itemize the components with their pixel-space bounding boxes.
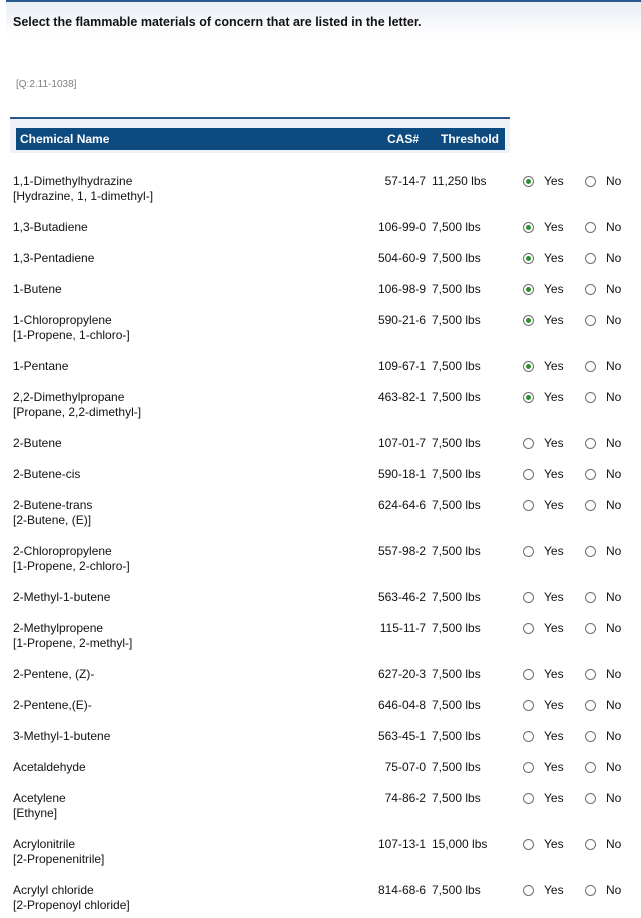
chemical-primary-name: 1-Pentane [13,359,69,373]
no-radio[interactable] [585,222,596,233]
cas-number: 75-07-0 [384,760,426,774]
yes-label[interactable]: Yes [544,436,564,450]
no-label[interactable]: No [606,282,622,296]
yes-radio[interactable] [523,253,534,264]
no-radio[interactable] [585,361,596,372]
chemical-name [13,282,62,297]
threshold-value: 7,500 lbs [432,760,481,774]
chemical-primary-name: 2-Methylpropene [13,621,104,635]
yes-label[interactable]: Yes [544,883,564,897]
yes-label[interactable]: Yes [544,498,564,512]
threshold-value: 15,000 lbs [432,837,488,851]
chemical-name [13,544,130,574]
no-radio[interactable] [585,500,596,511]
yes-label[interactable]: Yes [544,760,564,774]
threshold-value: 7,500 lbs [432,282,481,296]
no-label[interactable]: No [606,883,622,897]
cas-number: 57-14-7 [384,174,426,188]
cas-number: 563-45-1 [377,729,426,743]
chemical-primary-name: 2-Methyl-1-butene [13,590,111,604]
no-radio[interactable] [585,438,596,449]
no-radio[interactable] [585,253,596,264]
cas-number: 107-13-1 [377,837,426,851]
yes-label[interactable]: Yes [544,590,564,604]
chemical-name [13,760,86,775]
column-header-cas: CAS# [387,132,420,146]
cas-number: 115-11-7 [379,621,426,635]
no-radio[interactable] [585,700,596,711]
chemical-primary-name: 2-Butene-trans [13,498,93,512]
no-radio[interactable] [585,392,596,403]
no-radio[interactable] [585,315,596,326]
yes-label[interactable]: Yes [544,791,564,805]
threshold-value: 7,500 lbs [432,251,481,265]
chemical-name [13,251,94,266]
no-radio[interactable] [585,284,596,295]
yes-radio[interactable] [523,284,534,295]
chemical-name [13,436,62,451]
chemical-primary-name: Acrylonitrile [13,837,76,851]
chemical-name [13,390,141,420]
chemical-name [13,883,130,913]
table-header [16,128,505,150]
no-radio[interactable] [585,731,596,742]
yes-label[interactable]: Yes [544,837,564,851]
no-label[interactable]: No [606,621,622,635]
threshold-value: 7,500 lbs [432,883,481,897]
cas-number: 557-98-2 [377,544,426,558]
yes-label[interactable]: Yes [544,174,564,188]
yes-radio[interactable] [523,500,534,511]
no-label[interactable]: No [606,251,622,265]
column-header-chemical-name: Chemical Name [20,132,110,146]
threshold-value: 7,500 lbs [432,698,481,712]
no-label[interactable]: No [606,791,622,805]
yes-label[interactable]: Yes [544,359,564,373]
yes-radio[interactable] [523,469,534,480]
threshold-value: 7,500 lbs [432,220,481,234]
chemical-name [13,220,88,235]
threshold-value: 7,500 lbs [432,498,481,512]
cas-number: 463-82-1 [377,390,426,404]
cas-number: 646-04-8 [377,698,426,712]
no-radio[interactable] [585,839,596,850]
cas-number: 590-18-1 [377,467,426,481]
chemical-primary-name: 2-Butene [13,436,62,450]
no-radio[interactable] [585,623,596,634]
threshold-value: 7,500 lbs [432,729,481,743]
cas-number: 563-46-2 [377,590,426,604]
no-label[interactable]: No [606,313,622,327]
no-radio[interactable] [585,762,596,773]
yes-radio[interactable] [523,222,534,233]
yes-radio[interactable] [523,762,534,773]
chemical-name [13,791,66,821]
threshold-value: 7,500 lbs [432,544,481,558]
chemical-name [13,729,110,744]
chemical-name [13,590,110,605]
yes-radio[interactable] [523,623,534,634]
no-label[interactable]: No [606,498,622,512]
yes-label[interactable]: Yes [544,251,564,265]
chemical-primary-name: 2-Chloropropylene [13,544,112,558]
threshold-value: 7,500 lbs [432,436,481,450]
chemical-name [13,467,80,482]
no-radio[interactable] [585,176,596,187]
yes-radio[interactable] [523,592,534,603]
chemical-primary-name: 1-Butene [13,282,62,296]
chemical-primary-name: 1,1-Dimethylhydrazine [13,174,133,188]
cas-number: 590-21-6 [377,313,426,327]
yes-label[interactable]: Yes [544,698,564,712]
yes-radio[interactable] [523,438,534,449]
chemical-name [13,498,92,528]
no-label[interactable]: No [606,760,622,774]
cas-number: 106-98-9 [377,282,426,296]
chemical-name [13,667,94,682]
yes-radio[interactable] [523,315,534,326]
no-label[interactable]: No [606,220,622,234]
chemical-name [13,174,153,204]
chemical-primary-name: 1,3-Butadiene [13,220,88,234]
no-label[interactable]: No [606,544,622,558]
no-label[interactable]: No [606,467,622,481]
chemical-primary-name: 1-Chloropropylene [13,313,112,327]
chemical-alt-name: [2-Propenoyl chloride] [13,898,130,912]
threshold-value: 7,500 lbs [432,621,481,635]
column-header-threshold: Threshold [441,132,500,146]
yes-radio[interactable] [523,392,534,403]
cas-number: 627-20-3 [377,667,426,681]
yes-radio[interactable] [523,546,534,557]
yes-label[interactable]: Yes [544,467,564,481]
yes-radio[interactable] [523,700,534,711]
yes-radio[interactable] [523,361,534,372]
yes-radio[interactable] [523,793,534,804]
no-radio[interactable] [585,592,596,603]
yes-label[interactable]: Yes [544,220,564,234]
table-header-frame [10,117,510,153]
yes-label[interactable]: Yes [544,621,564,635]
chemical-name [13,837,104,867]
chemical-primary-name: 2-Butene-cis [13,467,81,481]
yes-label[interactable]: Yes [544,544,564,558]
chemical-alt-name: [2-Butene, (E)] [13,513,92,527]
threshold-value: 7,500 lbs [432,390,481,404]
cas-number: 74-86-2 [384,791,426,805]
threshold-value: 7,500 lbs [432,667,481,681]
chemical-alt-name: [Propane, 2,2-dimethyl-] [13,405,142,419]
no-label[interactable]: No [606,729,622,743]
threshold-value: 7,500 lbs [432,467,481,481]
cas-number: 107-01-7 [377,436,426,450]
no-label[interactable]: No [606,590,622,604]
cas-number: 814-68-6 [377,883,426,897]
question-id: [Q:2.11-1038] [16,79,77,90]
chemical-alt-name: [1-Propene, 1-chloro-] [13,328,130,342]
chemical-primary-name: Acetylene [13,791,66,805]
cas-number: 624-64-6 [377,498,426,512]
chemical-primary-name: Acetaldehyde [13,760,86,774]
chemical-alt-name: [Ethyne] [13,806,58,820]
yes-radio[interactable] [523,731,534,742]
threshold-value: 11,250 lbs [432,174,487,188]
yes-radio[interactable] [523,839,534,850]
chemical-primary-name: 2-Pentene,(E)- [13,698,92,712]
chemical-primary-name: 1,3-Pentadiene [13,251,95,265]
threshold-value: 7,500 lbs [432,791,481,805]
threshold-value: 7,500 lbs [432,359,481,373]
yes-radio[interactable] [523,885,534,896]
chemical-primary-name: Acrylyl chloride [13,883,94,897]
no-label[interactable]: No [606,436,622,450]
yes-radio[interactable] [523,669,534,680]
no-label[interactable]: No [606,174,622,188]
yes-label[interactable]: Yes [544,282,564,296]
no-label[interactable]: No [606,390,622,404]
chemical-primary-name: 2,2-Dimethylpropane [13,390,125,404]
chemical-primary-name: 3-Methyl-1-butene [13,729,111,743]
chemical-alt-name: [Hydrazine, 1, 1-dimethyl-] [13,189,154,203]
no-radio[interactable] [585,669,596,680]
question-title: Select the flammable materials of concern that are listed in the letter. [13,15,422,29]
no-label[interactable]: No [606,837,622,851]
chemical-name [13,313,130,343]
yes-label[interactable]: Yes [544,313,564,327]
chemical-alt-name: [1-Propene, 2-chloro-] [13,559,130,573]
no-label[interactable]: No [606,667,622,681]
threshold-value: 7,500 lbs [432,313,481,327]
yes-label[interactable]: Yes [544,667,564,681]
yes-label[interactable]: Yes [544,390,564,404]
threshold-value: 7,500 lbs [432,590,481,604]
no-radio[interactable] [585,469,596,480]
yes-label[interactable]: Yes [544,729,564,743]
chemical-alt-name: [1-Propene, 2-methyl-] [13,636,133,650]
no-radio[interactable] [585,546,596,557]
no-label[interactable]: No [606,698,622,712]
chemical-name [13,359,68,374]
cas-number: 504-60-9 [377,251,426,265]
chemical-primary-name: 2-Pentene, (Z)- [13,667,95,681]
cas-number: 106-99-0 [377,220,426,234]
yes-radio[interactable] [523,176,534,187]
chemical-name [13,621,132,651]
no-label[interactable]: No [606,359,622,373]
chemical-name [13,698,92,713]
no-radio[interactable] [585,793,596,804]
cas-number: 109-67-1 [377,359,426,373]
no-radio[interactable] [585,885,596,896]
chemical-alt-name: [2-Propenenitrile] [13,852,105,866]
